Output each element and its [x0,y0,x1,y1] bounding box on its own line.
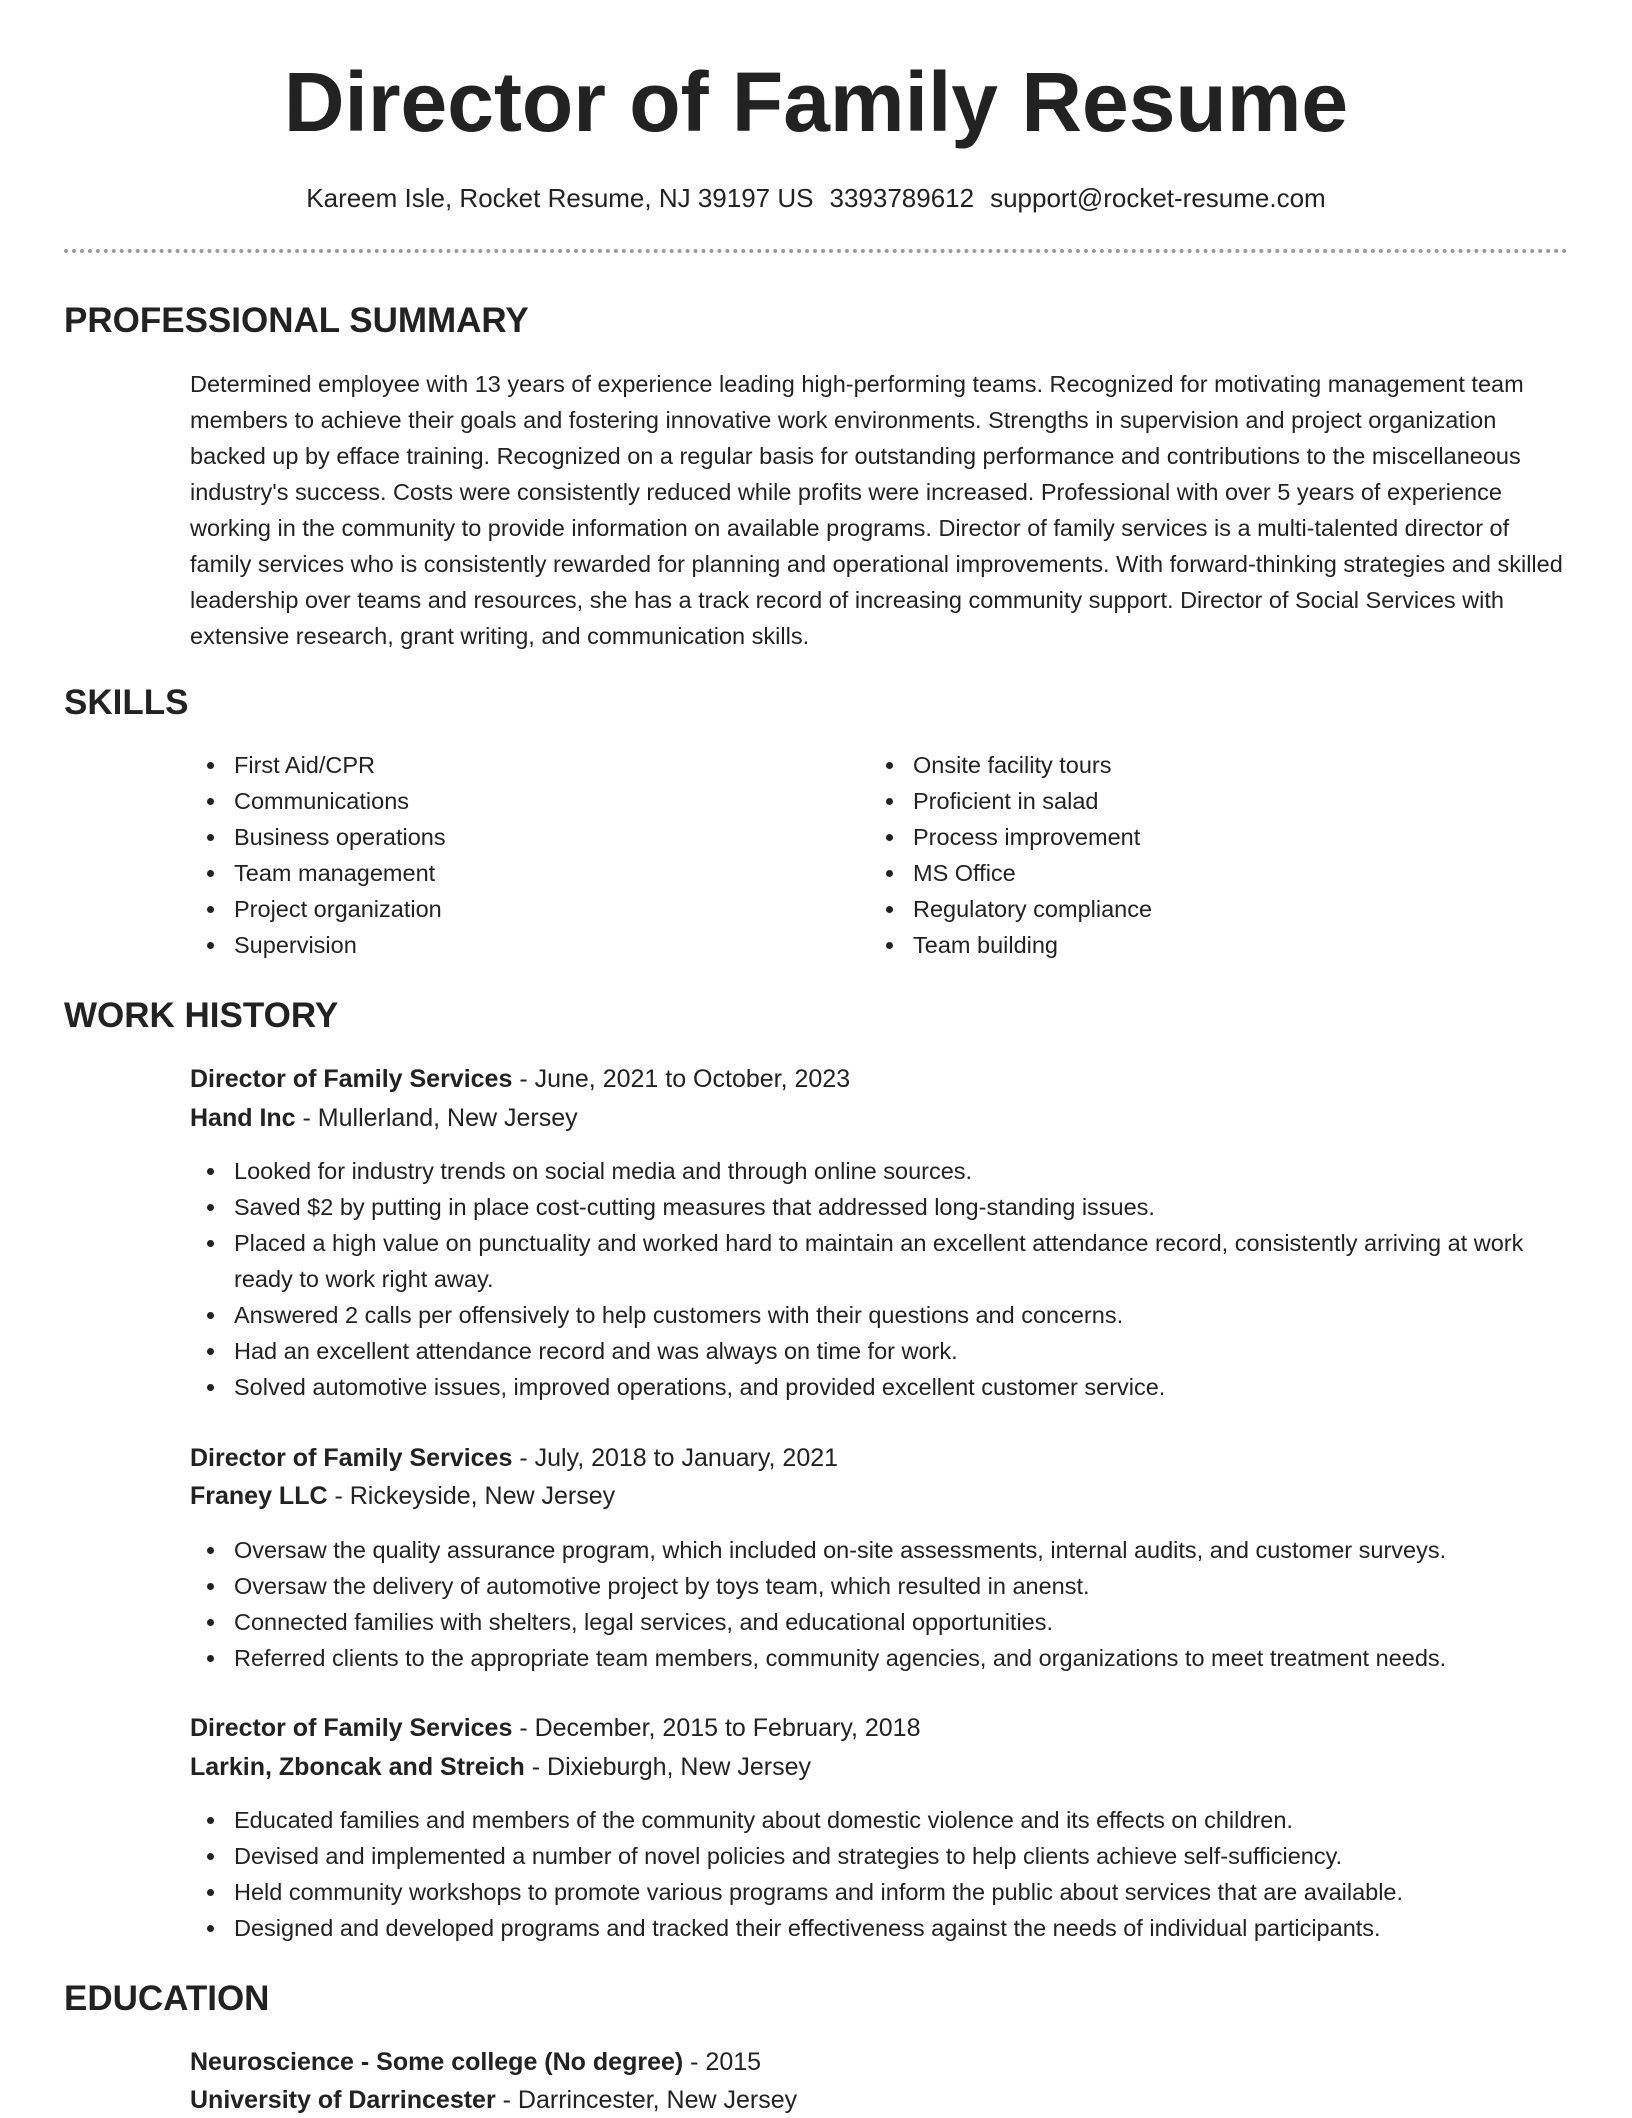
job-duty: Solved automotive issues, improved operations, and provided excellent customer service. [190,1369,1570,1405]
job-location: - Mullerland, New Jersey [295,1104,578,1132]
job-duty: Oversaw the delivery of automotive project by toys team, which resulted in anenst. [190,1568,1570,1604]
education-school-line [190,2082,797,2118]
education-school: University of Darrincester [190,2086,496,2114]
job-duties-list [190,1532,1570,1676]
job-duty: Had an excellent attendance record and was always on time for work. [190,1333,1570,1369]
job-duty: Looked for industry trends on social media and through online sources. [190,1153,1570,1189]
job-duty: Connected families with shelters, legal services, and educational opportunities. [190,1604,1570,1640]
skill-item: Onsite facility tours [869,747,1509,783]
resume-title: Director of Family Resume [283,55,1349,149]
job-title: Director of Family Services [190,1065,513,1093]
job-title: Director of Family Services [190,1714,513,1742]
contact-address: Kareem Isle, Rocket Resume, NJ 39197 US [306,183,814,213]
summary-text: Determined employee with 13 years of experience leading high-performing teams. Recognized for motivating management team members to achieve their goals and fostering innovative work environments. Strengths in supervision and project organization backed up by efface training. Recognized on a regular basis for outstanding performance and contributions to the miscellaneous industry's success. Costs were consistently reduced while profits were increased. Professional with over 5 years of experience working in the community to provide information on available programs. Director of family services is a multi-talented director of family services who is consistently rewarded for planning and operational improvements. With forward-thinking strategies and skilled leadership over teams and resources, she has a track record of increasing community support. Director of Social Services with extensive research, grant writing, and communication skills. [190,371,1563,649]
job-company: Franey LLC [190,1482,328,1510]
job-title: Director of Family Services [190,1444,513,1472]
skill-item: Business operations [190,819,830,855]
job-duty: Referred clients to the appropriate team members, community agencies, and organizations to meet treatment needs. [190,1640,1570,1676]
section-title-summary: PROFESSIONAL SUMMARY [64,301,529,340]
job-dates: - June, 2021 to October, 2023 [512,1065,851,1093]
skill-item: Project organization [190,891,830,927]
section-title-education: EDUCATION [64,1979,270,2018]
job-duty: Oversaw the quality assurance program, which included on-site assessments, internal audits, and customer surveys. [190,1532,1570,1568]
skills-list-right [869,747,1509,963]
job-location: - Dixieburgh, New Jersey [524,1753,812,1781]
job-duty: Held community workshops to promote various programs and inform the public about services that are available. [190,1874,1570,1910]
skill-item: Process improvement [869,819,1509,855]
skill-item: Proficient in salad [869,783,1509,819]
education-location: - Darrincester, New Jersey [495,2086,798,2114]
skill-item: MS Office [869,855,1509,891]
contact-email[interactable]: support@rocket-resume.com [990,183,1326,213]
education-degree: Neuroscience - Some college (No degree) [190,2048,684,2076]
job-duty: Devised and implemented a number of novel policies and strategies to help clients achieve self-sufficiency. [190,1838,1570,1874]
job-dates: - July, 2018 to January, 2021 [512,1444,839,1472]
job-company: Hand Inc [190,1104,296,1132]
job-duty: Placed a high value on punctuality and worked hard to maintain an excellent attendance record, consistently arriving at work ready to work right away. [190,1225,1570,1297]
job-heading [190,1061,850,1097]
job-employer [190,1478,615,1514]
job-heading [190,1710,920,1746]
skill-item: Communications [190,783,830,819]
skill-item: Regulatory compliance [869,891,1509,927]
skill-item: Team management [190,855,830,891]
job-duties-list [190,1802,1570,1946]
job-duty: Answered 2 calls per offensively to help customers with their questions and concerns. [190,1297,1570,1333]
job-company: Larkin, Zboncak and Streich [190,1753,525,1781]
skill-item: First Aid/CPR [190,747,830,783]
job-duty: Designed and developed programs and tracked their effectiveness against the needs of individual participants. [190,1910,1570,1946]
education-heading [190,2044,761,2080]
job-location: - Rickeyside, New Jersey [327,1482,616,1510]
job-heading [190,1440,838,1476]
section-title-work: WORK HISTORY [64,996,339,1035]
skills-list-left [190,747,830,963]
education-year: - 2015 [683,2048,762,2076]
job-duty: Educated families and members of the community about domestic violence and its effects on children. [190,1802,1570,1838]
job-employer [190,1100,578,1136]
contact-phone: 3393789612 [829,183,975,213]
contact-line [0,180,1632,216]
skill-item: Supervision [190,927,830,963]
skill-item: Team building [869,927,1509,963]
job-employer [190,1749,811,1785]
job-dates: - December, 2015 to February, 2018 [512,1714,921,1742]
job-duty: Saved $2 by putting in place cost-cutting measures that addressed long-standing issues. [190,1189,1570,1225]
header-divider [64,249,1568,253]
section-title-skills: SKILLS [64,683,189,722]
job-duties-list [190,1153,1570,1405]
